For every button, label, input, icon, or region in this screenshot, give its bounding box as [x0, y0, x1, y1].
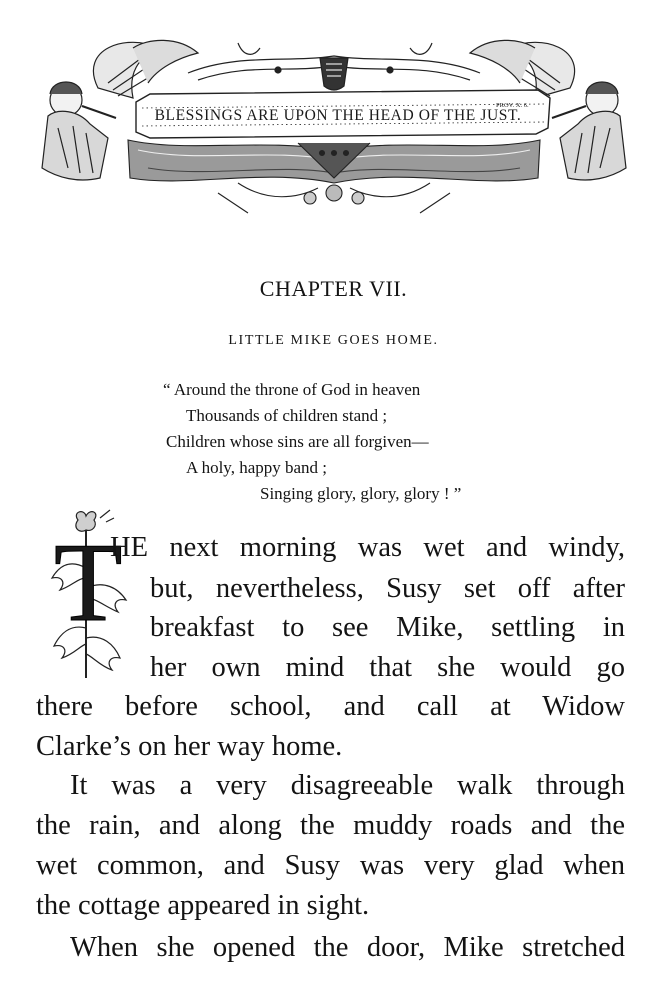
- banner-reference: PROV. X. 6.: [496, 102, 529, 109]
- drop-cap-letter: T: [54, 521, 123, 645]
- body-text-line: breakfast to see Mike, settling in: [150, 612, 625, 643]
- right-wing-ornament: [470, 40, 575, 98]
- header-engraving: [38, 28, 630, 218]
- banner-motto: BLESSINGS ARE UPON THE HEAD OF THE JUST.: [154, 107, 522, 124]
- body-text-line: her own mind that she would go: [150, 652, 625, 683]
- body-text-line: It was a very disagreeable walk through: [70, 770, 625, 801]
- verse-line: Singing glory, glory, glory ! ”: [260, 484, 462, 503]
- body-text-line: the cottage appeared in sight.: [36, 890, 370, 921]
- right-angel-figure: [552, 82, 626, 180]
- verse-line: Children whose sins are all forgiven—: [166, 432, 429, 451]
- body-text-line: there before school, and call at Widow: [36, 691, 625, 722]
- verse-line: Thousands of children stand ;: [186, 406, 388, 425]
- body-text-line: Clarke’s on her way home.: [36, 731, 343, 762]
- crest-ornament: [188, 43, 480, 90]
- body-text-line: HE next morning was wet and windy,: [110, 532, 625, 563]
- left-angel-figure: [42, 82, 116, 180]
- body-text-line: but, nevertheless, Susy set off after: [150, 573, 625, 604]
- left-wing-ornament: [93, 40, 198, 98]
- body-text-line: When she opened the door, Mike stretched: [70, 932, 625, 963]
- chapter-subtitle: LITTLE MIKE GOES HOME.: [228, 333, 439, 348]
- banner-ribbon: [136, 90, 550, 138]
- chapter-title: CHAPTER VII.: [259, 276, 408, 301]
- body-text-line: the rain, and along the muddy roads and the: [36, 810, 625, 841]
- verse-line: “ Around the throne of God in heaven: [163, 380, 421, 399]
- body-text-line: wet common, and Susy was very glad when: [36, 850, 625, 881]
- drapery-ornament: [128, 140, 540, 213]
- verse-line: A holy, happy band ;: [186, 458, 328, 477]
